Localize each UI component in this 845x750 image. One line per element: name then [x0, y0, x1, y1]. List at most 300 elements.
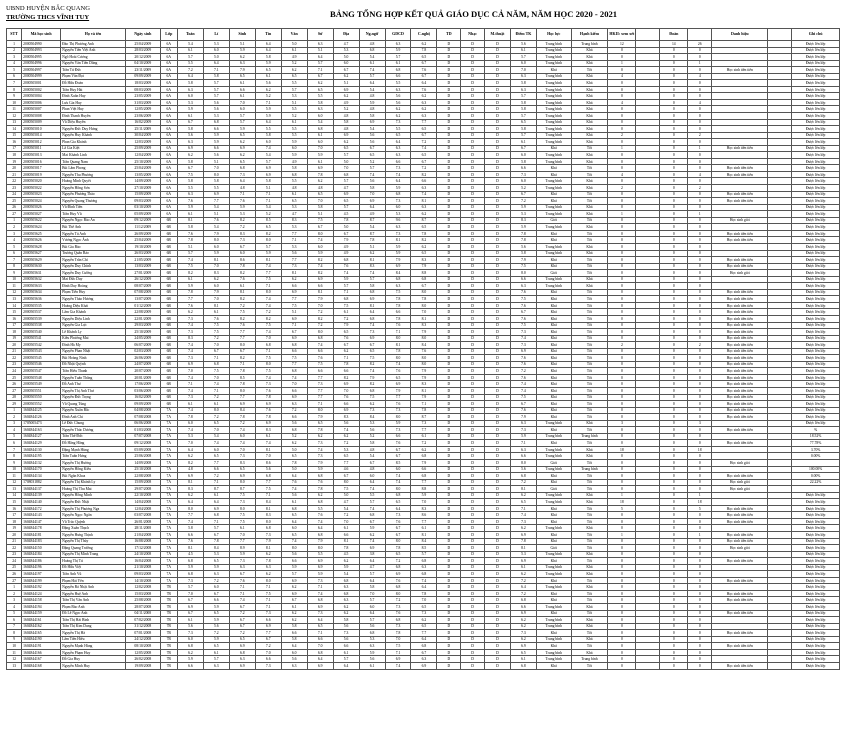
subject-score: 5.9 — [411, 492, 437, 499]
birth-date: 11/12/2009 — [125, 224, 160, 231]
total-count: 0 — [688, 473, 712, 480]
subject-score: D — [485, 597, 511, 604]
subject-score: D — [437, 283, 461, 290]
subject-score: D — [437, 60, 461, 67]
student-code: 2000505542 — [22, 342, 61, 349]
subject-score: 6.8 — [177, 643, 203, 650]
subject-score: 5.9 — [177, 283, 203, 290]
subject-score: 7.4 — [177, 257, 203, 264]
subject-score: D — [437, 270, 461, 277]
subject-score: D — [437, 368, 461, 375]
subject-score: 7.1 — [203, 479, 229, 486]
subject-score: D — [437, 492, 461, 499]
subject-score: D — [485, 263, 511, 270]
review-count: 0 — [608, 590, 636, 597]
overall-score: 6.2 — [510, 492, 536, 499]
subject-score: 5.7 — [203, 86, 229, 93]
subject-score: 6.9 — [359, 545, 385, 552]
subject-score: 7.4 — [307, 263, 333, 270]
subject-score: 7.3 — [333, 630, 359, 637]
subject-score: 4.8 — [359, 466, 385, 473]
note: Được lên lớp — [792, 649, 840, 656]
subject-score: 7.2 — [411, 139, 437, 146]
subject-score: D — [461, 643, 485, 650]
subject-score: D — [461, 597, 485, 604]
subject-score: 7.8 — [177, 289, 203, 296]
overall-score: 7.6 — [510, 407, 536, 414]
subject-score: 6.6 — [307, 283, 333, 290]
subject-score: 5.6 — [359, 139, 385, 146]
subject-score: 6.7 — [229, 571, 255, 578]
subject-score: 7.4 — [307, 446, 333, 453]
subject-score: D — [461, 649, 485, 656]
note: Được lên lớp — [792, 224, 840, 231]
total-count: 0 — [688, 335, 712, 342]
student-name: Nguyễn Thu Phương — [61, 171, 126, 178]
student-code: 2000505013 — [22, 152, 61, 159]
birth-date: 21/05/2009 — [125, 257, 160, 264]
student-name: Phạm Tiến Huy — [61, 289, 126, 296]
overall-score: 6.9 — [510, 348, 536, 355]
subject-score: 6.9 — [307, 564, 333, 571]
academic-rank: Trung bình — [536, 571, 571, 578]
conduct-rank: Tốt — [571, 368, 608, 375]
birth-date: 23/05/2009 — [125, 93, 160, 100]
subject-score: 7.3 — [177, 394, 203, 401]
subject-score: 5.9 — [203, 250, 229, 257]
subject-score: 8.7 — [411, 414, 437, 421]
award-title: Học sinh tiên tiến — [712, 473, 768, 480]
subject-score: 6.2 — [177, 492, 203, 499]
birth-date: 19/09/2008 — [125, 662, 160, 669]
subject-score: 7.6 — [177, 302, 203, 309]
subject-score: 7.6 — [333, 263, 359, 270]
subject-score: D — [437, 512, 461, 519]
class-name: 6A — [160, 106, 177, 113]
header-left — [6, 4, 90, 22]
union-count: 0 — [660, 243, 688, 250]
award-title: Học sinh tiên tiến — [712, 165, 768, 172]
union-count: 0 — [660, 597, 688, 604]
conduct-rank: Khá — [571, 453, 608, 460]
overall-score: 7.6 — [510, 315, 536, 322]
subject-score: 5.3 — [281, 224, 307, 231]
subject-score: 7.2 — [203, 577, 229, 584]
award-title: Học sinh tiên tiến — [712, 590, 768, 597]
overall-score: 7.6 — [510, 361, 536, 368]
student-code: 2000505019 — [22, 171, 61, 178]
subject-score: 6.4 — [281, 643, 307, 650]
class-name: 7A — [160, 460, 177, 467]
subject-score: 8.0 — [281, 545, 307, 552]
subject-score: 4.8 — [229, 185, 255, 192]
conduct-rank: Tốt — [571, 545, 608, 552]
academic-rank: Trung bình — [536, 99, 571, 106]
award-title: Học sinh tiên tiến — [712, 145, 768, 152]
subject-score: 5.5 — [177, 185, 203, 192]
subject-score: D — [485, 152, 511, 159]
subject-score: 6.9 — [229, 643, 255, 650]
academic-rank: Khá — [536, 643, 571, 650]
subject-score: D — [485, 564, 511, 571]
union-count: 0 — [660, 558, 688, 565]
student-name: Nguyễn Thị Thúy — [61, 538, 126, 545]
subject-score: 6.2 — [333, 610, 359, 617]
subject-score: 6.3 — [203, 571, 229, 578]
subject-score: 6.6 — [177, 532, 203, 539]
review-count: 0 — [608, 276, 636, 283]
subject-score: D — [485, 132, 511, 139]
student-name: Nguyễn Gia Lực — [61, 322, 126, 329]
total-count: 0 — [688, 237, 712, 244]
conduct-rank: Trung bình — [571, 433, 608, 440]
subject-score: 6.9 — [229, 473, 255, 480]
subject-score: 6.9 — [307, 662, 333, 669]
union-count: 0 — [660, 178, 688, 185]
subject-score: 6.8 — [385, 276, 411, 283]
student-name: Nguyễn Tiến Việt Anh — [61, 47, 126, 54]
subject-score: 5.9 — [203, 564, 229, 571]
subject-score: 5.1 — [203, 158, 229, 165]
subject-score: 7.4 — [385, 171, 411, 178]
union-count: 0 — [660, 342, 688, 349]
subject-score: 7.4 — [281, 486, 307, 493]
subject-score: 7.1 — [255, 584, 281, 591]
union-count: 0 — [660, 152, 688, 159]
union-count: 0 — [660, 479, 688, 486]
review-count: 0 — [608, 322, 636, 329]
subject-score: 4.7 — [333, 41, 359, 48]
subject-score: 6.3 — [411, 656, 437, 663]
subject-score: D — [485, 165, 511, 172]
subject-score: 7.8 — [255, 414, 281, 421]
subject-score: 7.3 — [307, 381, 333, 388]
class-name: 6B — [160, 224, 177, 231]
subject-score: 8.1 — [203, 257, 229, 264]
subject-score: 5.8 — [333, 617, 359, 624]
subject-score: 7.6 — [411, 348, 437, 355]
union-count: 0 — [660, 315, 688, 322]
academic-rank: Khá — [536, 630, 571, 637]
subject-score: 6.7 — [333, 230, 359, 237]
subject-score: 7.4 — [203, 440, 229, 447]
total-count: 0 — [688, 309, 712, 316]
subject-score: D — [461, 276, 485, 283]
row-index: 15 — [7, 499, 22, 506]
subject-score: 6.4 — [411, 80, 437, 87]
subject-score: 7.5 — [177, 171, 203, 178]
subject-score: 4.7 — [281, 211, 307, 218]
subject-score: 6.5 — [333, 329, 359, 336]
class-name: 6B — [160, 230, 177, 237]
subject-score: 7.4 — [177, 427, 203, 434]
subject-score: 4.8 — [333, 113, 359, 120]
subject-score: 6.5 — [229, 636, 255, 643]
academic-rank: Trung bình — [536, 551, 571, 558]
subject-score: 6.9 — [333, 407, 359, 414]
conduct-rank: Tốt — [571, 427, 608, 434]
subject-score: D — [461, 577, 485, 584]
student-code: 1604844167 — [22, 656, 61, 663]
row-index: 6 — [7, 440, 22, 447]
review-count: 0 — [608, 158, 636, 165]
subject-score: 7.2 — [385, 597, 411, 604]
results-table — [6, 28, 840, 670]
total-count: 0 — [688, 636, 712, 643]
review-count: 0 — [608, 283, 636, 290]
subject-score: D — [485, 387, 511, 394]
column-header: Toán — [177, 29, 203, 41]
academic-rank: Trung bình — [536, 73, 571, 80]
subject-score: 7.4 — [255, 145, 281, 152]
subject-score: 7.0 — [411, 499, 437, 506]
subject-score: 7.1 — [281, 322, 307, 329]
overall-score: 6.1 — [510, 564, 536, 571]
subject-score: D — [485, 656, 511, 663]
total-count: 0 — [688, 401, 712, 408]
subject-score: D — [461, 119, 485, 126]
student-name: Trần Huy Hải — [61, 86, 126, 93]
subject-score: D — [485, 41, 511, 48]
birth-date: 03/07/2008 — [125, 512, 160, 519]
birth-date: 20/01/2009 — [125, 374, 160, 381]
subject-score: 8.7 — [229, 486, 255, 493]
subject-score: 5.5 — [203, 185, 229, 192]
subject-score: 4.9 — [333, 250, 359, 257]
subject-score: 8.2 — [229, 355, 255, 362]
subject-score: 7.2 — [333, 512, 359, 519]
total-count: 0 — [688, 590, 712, 597]
birth-date: 16/08/2008 — [125, 538, 160, 545]
subject-score: D — [461, 538, 485, 545]
subject-score: 6.2 — [281, 617, 307, 624]
subject-score: D — [485, 185, 511, 192]
subject-score: 7.7 — [203, 460, 229, 467]
subject-score: 6.7 — [359, 460, 385, 467]
subject-score: 7.1 — [229, 361, 255, 368]
table-row — [7, 662, 840, 669]
overall-score: 7.4 — [510, 335, 536, 342]
subject-score: 6.1 — [281, 604, 307, 611]
subject-score: 7.9 — [229, 67, 255, 74]
review-count: 0 — [608, 394, 636, 401]
conduct-rank: Khá — [571, 224, 608, 231]
subject-score: 7.6 — [203, 315, 229, 322]
conduct-rank: Khá — [571, 499, 608, 506]
subject-score: 8.6 — [229, 257, 255, 264]
row-index: 2 — [7, 414, 22, 421]
subject-score: 7.6 — [385, 322, 411, 329]
subject-score: 6.5 — [411, 54, 437, 61]
note: Được lên lớp — [792, 211, 840, 218]
academic-rank: Khá — [536, 538, 571, 545]
subject-score: 6.5 — [255, 224, 281, 231]
subject-score: D — [485, 204, 511, 211]
subject-score: 5.6 — [385, 93, 411, 100]
subject-score: 6.5 — [281, 532, 307, 539]
class-name: 7A — [160, 512, 177, 519]
row-index: 2 — [7, 47, 22, 54]
subject-score: 6.2 — [411, 211, 437, 218]
student-name: Nguyễn Huy Khánh — [61, 132, 126, 139]
subject-score: 7.1 — [177, 381, 203, 388]
conduct-rank: Tốt — [571, 270, 608, 277]
subject-score: 7.4 — [177, 374, 203, 381]
note: Được lên lớp — [792, 342, 840, 349]
subject-score: D — [437, 158, 461, 165]
academic-rank: Khá — [536, 335, 571, 342]
union-count: 0 — [660, 662, 688, 669]
class-name: 7B — [160, 604, 177, 611]
conduct-rank: Tốt — [571, 374, 608, 381]
subject-score: D — [461, 47, 485, 54]
subject-score: 4.5 — [333, 551, 359, 558]
student-name: Nguyễn Phan Nhật — [61, 348, 126, 355]
subject-score: 7.2 — [255, 643, 281, 650]
overall-score: 5.9 — [510, 224, 536, 231]
column-header: HKII: xem xét — [608, 29, 636, 41]
union-count: 0 — [660, 656, 688, 663]
overall-score: 5.7 — [510, 93, 536, 100]
subject-score: D — [461, 545, 485, 552]
subject-score: 7.9 — [333, 237, 359, 244]
student-code: 2000505551 — [22, 387, 61, 394]
subject-score: 6.2 — [411, 41, 437, 48]
subject-score: 6.8 — [307, 473, 333, 480]
academic-rank: Khá — [536, 505, 571, 512]
subject-score: 7.0 — [229, 532, 255, 539]
subject-score: 8.3 — [411, 381, 437, 388]
subject-score: 5.8 — [203, 73, 229, 80]
subject-score: 5.8 — [177, 224, 203, 231]
birth-date: 15/03/2008 — [125, 590, 160, 597]
class-name: 6A — [160, 67, 177, 74]
subject-score: 8.1 — [255, 446, 281, 453]
subject-score: 6.8 — [281, 342, 307, 349]
subject-score: 8.3 — [411, 322, 437, 329]
subject-score: 7.4 — [229, 427, 255, 434]
subject-score: 6.7 — [359, 145, 385, 152]
subject-score: D — [485, 401, 511, 408]
subject-score: 5.8 — [359, 113, 385, 120]
conduct-rank: Tốt — [571, 394, 608, 401]
subject-score: 8.1 — [229, 289, 255, 296]
note: Được lên lớp — [792, 545, 840, 552]
subject-score: 7.3 — [385, 604, 411, 611]
conduct-rank: Khá — [571, 185, 608, 192]
subject-score: 7.5 — [385, 289, 411, 296]
subject-score: 5.1 — [203, 211, 229, 218]
birth-date: 22/10/2008 — [125, 492, 160, 499]
subject-score: 6.5 — [203, 558, 229, 565]
academic-rank: Trung bình — [536, 433, 571, 440]
subject-score: D — [485, 584, 511, 591]
conduct-rank: Khá — [571, 86, 608, 93]
birth-date: 01/03/2008 — [125, 427, 160, 434]
conduct-rank: Tốt — [571, 145, 608, 152]
subject-score: D — [485, 532, 511, 539]
subject-score: 6.9 — [229, 401, 255, 408]
subject-score: 7.8 — [229, 263, 255, 270]
subject-score: 7.3 — [177, 355, 203, 362]
total-count: 0 — [688, 610, 712, 617]
academic-rank: Giỏi — [536, 545, 571, 552]
subject-score: 6.0 — [307, 139, 333, 146]
subject-score: 5.9 — [203, 636, 229, 643]
note: Được lên lớp — [792, 401, 840, 408]
overall-score: 7.9 — [510, 414, 536, 421]
academic-rank: Khá — [536, 145, 571, 152]
column-header: Tin — [255, 29, 281, 41]
subject-score: 5.7 — [229, 113, 255, 120]
overall-score: 5.8 — [510, 80, 536, 87]
row-index: 4 — [7, 60, 22, 67]
subject-score: 7.6 — [229, 577, 255, 584]
class-name: 6B — [160, 276, 177, 283]
award-title: Học sinh tiên tiến — [712, 342, 768, 349]
subject-score: D — [461, 139, 485, 146]
subject-score: 7.8 — [307, 171, 333, 178]
row-index: 14 — [7, 126, 22, 133]
subject-score: 5.0 — [281, 41, 307, 48]
row-index: 21 — [7, 171, 22, 178]
subject-score: D — [485, 283, 511, 290]
note: Được lên lớp — [792, 538, 840, 545]
note: Được lên lớp — [792, 636, 840, 643]
class-name: 6B — [160, 296, 177, 303]
subject-score: D — [485, 381, 511, 388]
subject-score: 6.3 — [333, 584, 359, 591]
birth-date: 08/03/2009 — [125, 86, 160, 93]
student-name: Lâm Gia Khánh — [61, 309, 126, 316]
conduct-rank: Khá — [571, 604, 608, 611]
subject-score: 7.0 — [203, 296, 229, 303]
subject-score: 7.3 — [385, 407, 411, 414]
subject-score: 8.0 — [255, 237, 281, 244]
overall-score: 6.7 — [510, 191, 536, 198]
subject-score: D — [485, 257, 511, 264]
class-name: 6B — [160, 348, 177, 355]
subject-score: 6.3 — [411, 99, 437, 106]
subject-score: 6.7 — [307, 224, 333, 231]
subject-score: 6.8 — [359, 47, 385, 54]
subject-score: 6.9 — [411, 662, 437, 669]
review-count: 0 — [608, 198, 636, 205]
subject-score: 6.2 — [385, 113, 411, 120]
total-count: 0 — [688, 662, 712, 669]
academic-rank: Khá — [536, 322, 571, 329]
subject-score: 6.9 — [359, 198, 385, 205]
total-count: 0 — [688, 302, 712, 309]
subject-score: 5.7 — [359, 73, 385, 80]
total-count: 0 — [688, 80, 712, 87]
subject-score: D — [461, 420, 485, 427]
student-name: Đỗ Hằng Hằng — [61, 440, 126, 447]
student-name: Bùi Hoàng Ninh — [61, 355, 126, 362]
birth-date: 04/08/2008 — [125, 407, 160, 414]
subject-score: 7.5 — [203, 368, 229, 375]
subject-score: D — [461, 564, 485, 571]
results-table-wrapper — [6, 28, 840, 750]
union-count: 0 — [660, 617, 688, 624]
overall-score: 7.8 — [510, 230, 536, 237]
subject-score: 5.8 — [281, 165, 307, 172]
subject-score: D — [461, 335, 485, 342]
subject-score: D — [485, 113, 511, 120]
overall-score: 7.4 — [510, 381, 536, 388]
note: Được lên lớp — [792, 270, 840, 277]
row-index: 6 — [7, 617, 22, 624]
